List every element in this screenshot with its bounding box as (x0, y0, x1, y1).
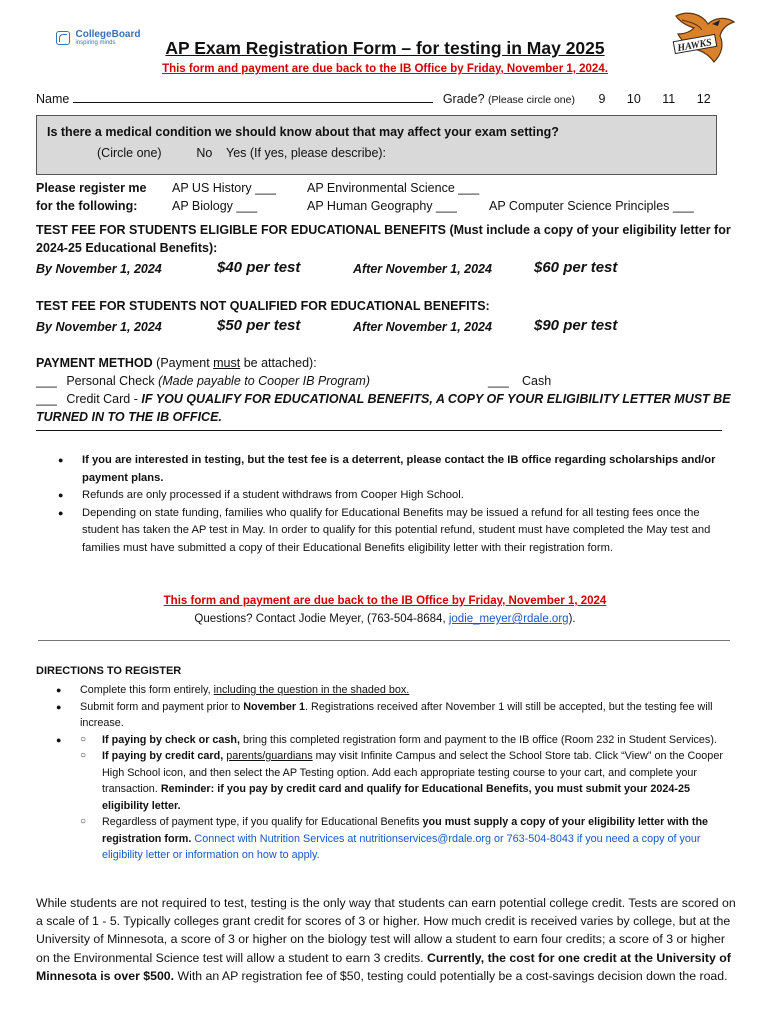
not-qualified-by-date: By November 1, 2024 (36, 320, 162, 334)
list-item (56, 699, 726, 732)
sub-text: Connect with Nutrition Services at (191, 832, 360, 845)
sub-item (80, 732, 726, 749)
sub-bold: If paying by check or cash, (102, 733, 241, 746)
grade-hint: (Please circle one) (488, 94, 575, 106)
info-bullets (58, 452, 738, 557)
name-grade-row (36, 91, 736, 106)
sub-bold: If paying by credit card, (102, 750, 224, 762)
course-ap-us-history[interactable]: AP US History ___ (172, 181, 276, 195)
credit-card-note: IF YOU QUALIFY FOR EDUCATIONAL BENEFITS, A COPY OF YOUR ELIGIBILITY LETTER MUST BE TURNED IN TO THE IB OFFICE. (36, 392, 731, 424)
grade-option-10[interactable]: 10 (626, 92, 641, 106)
list-item: ● Depending on state funding, families who qualify for Educational Benefits may be issued a refund for all testing fees once the student has taken the AP test in May. In order to qualify for this potential refund, student must have completed the May test and families must have submitted a copy of their Educational Benefits eligibility letter with their registration form. (58, 505, 738, 558)
eligible-fee-heading: TEST FEE FOR STUDENTS ELIGIBLE FOR EDUCATIONAL BENEFITS (Must include a copy of your eligibility letter for 2024-25 Educational Benefits): (36, 223, 731, 255)
not-qualified-fee-heading: TEST FEE FOR STUDENTS NOT QUALIFIED FOR EDUCATIONAL BENEFITS: (36, 299, 490, 313)
medical-question-box (36, 115, 717, 175)
course-ap-human-geography[interactable]: AP Human Geography ___ (307, 199, 457, 213)
direction-bold: November 1 (243, 700, 306, 713)
direction-text: Complete this form entirely, (80, 684, 214, 696)
logo-name: CollegeBoard (75, 29, 141, 40)
directions-heading: DIRECTIONS TO REGISTER (36, 665, 182, 677)
medical-question: Is there a medical condition we should know about that may affect your exam setting? (47, 125, 559, 139)
medical-no-option[interactable]: No (196, 146, 213, 160)
credit-card-blank[interactable]: ___ (36, 392, 57, 406)
medical-options (97, 146, 386, 160)
sub-bold: Reminder: if you pay by credit card and qualify for Educational Benefits, you must submit your 2024-25 eligibility letter. (102, 783, 690, 812)
grade-option-11[interactable]: 11 (662, 92, 676, 106)
payment-note-pre: (Payment (156, 356, 214, 370)
sub-text: or 763-504-8043 if you need a copy of your eligibility letter or information on how to apply. (102, 832, 701, 861)
list-item: ● Refunds are only processed if a student withdraws from Cooper High School. (58, 487, 738, 505)
due-notice: This form and payment are due back to the IB Office by Friday, November 1, 2024. (162, 63, 608, 75)
not-qualified-by-price: $50 per test (217, 317, 301, 334)
cash-blank[interactable]: ___ (488, 374, 509, 388)
closing-text: With an AP registration fee of $50, testing could potentially be a cost-savings decision down the road. (174, 968, 728, 983)
sub-underlined: parents/guardians (226, 750, 313, 762)
grade-option-9[interactable]: 9 (598, 92, 606, 106)
course-ap-environmental-science[interactable]: AP Environmental Science ___ (307, 181, 480, 195)
contact-end: ). (568, 613, 576, 625)
page-title: AP Exam Registration Form – for testing in May 2025 (165, 38, 605, 58)
closing-paragraph (36, 894, 736, 985)
personal-check-option: Personal Check (66, 374, 155, 388)
mascot-text: HAWKS (676, 37, 713, 55)
logo-tagline: inspiring minds (75, 40, 116, 46)
not-qualified-after-price: $90 per test (534, 317, 618, 334)
contact-text: Questions? Contact Jodie Meyer, (763-504-8684, (194, 613, 449, 625)
sub-text: Regardless of payment type, if you qualify for Educational Benefits (102, 816, 423, 828)
medical-yes-option[interactable]: Yes (If yes, please describe): (226, 146, 387, 160)
closing-text: While students are not required to test, testing is the only way that students can earn potential college credit. Tests are scored on a scale of 1 - 5. Typically colleges grant credit for scores of 3 or higher. How much credit is received varies by college, but at the University of Minnesota, a score of 3 or higher on the biology test will allow a student to earn four credits; a score of 3 or higher on the Environmental Science test will allow a student to earn 3 credits. (36, 896, 736, 965)
due-notice-repeat: This form and payment are due back to the IB Office by Friday, November 1, 2024 (163, 595, 607, 607)
closing-bold: Currently, the cost for one credit at the University of Minnesota is over $500. (36, 950, 731, 983)
circle-instruction: (Circle one) (97, 146, 162, 160)
course-ap-biology[interactable]: AP Biology ___ (172, 199, 258, 213)
grade-label: Grade? (442, 92, 485, 106)
eligible-after-price: $60 per test (534, 259, 618, 276)
payment-heading: PAYMENT METHOD (36, 356, 153, 370)
payment-note-post: be attached): (240, 356, 317, 370)
eligible-by-date: By November 1, 2024 (36, 262, 162, 276)
list-item: ● If you are interested in testing, but the test fee is a deterrent, please contact the IB office regarding scholarships and/or payment plans. (58, 452, 738, 487)
directions-list (56, 682, 726, 864)
payment-method-section (36, 354, 736, 426)
cash-option: Cash (522, 374, 552, 388)
course-column-2 (307, 179, 479, 215)
check-blank[interactable]: ___ (36, 374, 57, 388)
payment-note-must: must (213, 356, 241, 370)
register-label-line2: for the following: (36, 199, 138, 213)
credit-card-option: Credit Card - (66, 392, 142, 406)
course-ap-computer-science-principles[interactable]: AP Computer Science Principles ___ (489, 199, 694, 213)
name-label: Name (36, 92, 70, 106)
sub-bold: you must supply a copy of your eligibility letter with the registration form. (102, 816, 709, 845)
check-payable-note: (Made payable to Cooper IB Program) (158, 374, 370, 388)
horizontal-rule (38, 640, 730, 641)
register-label-line1: Please register me (36, 181, 147, 195)
sub-list (56, 732, 726, 864)
sub-text: may visit Infinite Campus and select the School Store tab. Click “View” on the Cooper High School icon, and then select the AP Testing option. Add each appropriate testing course to your cart, and complete your transaction. (102, 750, 723, 795)
direction-text: . Registrations received after November 1 will still be accepted, but the testing fee will increase. (80, 700, 713, 729)
section-divider (36, 430, 722, 431)
contact-email-link[interactable]: jodie_meyer@rdale.org (448, 613, 569, 625)
course-column-1 (172, 179, 276, 215)
contact-line (0, 613, 770, 625)
eligible-after-date: After November 1, 2024 (353, 262, 492, 276)
grade-option-12[interactable]: 12 (696, 92, 711, 106)
nutrition-email-link[interactable]: nutritionservices@rdale.org (359, 832, 492, 845)
eligible-by-price: $40 per test (217, 259, 301, 276)
list-item (56, 682, 726, 699)
direction-text: Submit form and payment prior to (80, 700, 244, 713)
sub-item (80, 748, 726, 814)
sub-text: bring this completed registration form and payment to the IB office (Room 232 in Student Services). (240, 733, 717, 746)
name-field[interactable] (73, 91, 433, 103)
sub-item (80, 814, 726, 864)
direction-underlined: including the question in the shaded box. (213, 684, 410, 696)
not-qualified-after-date: After November 1, 2024 (353, 320, 492, 334)
register-label (36, 179, 147, 215)
